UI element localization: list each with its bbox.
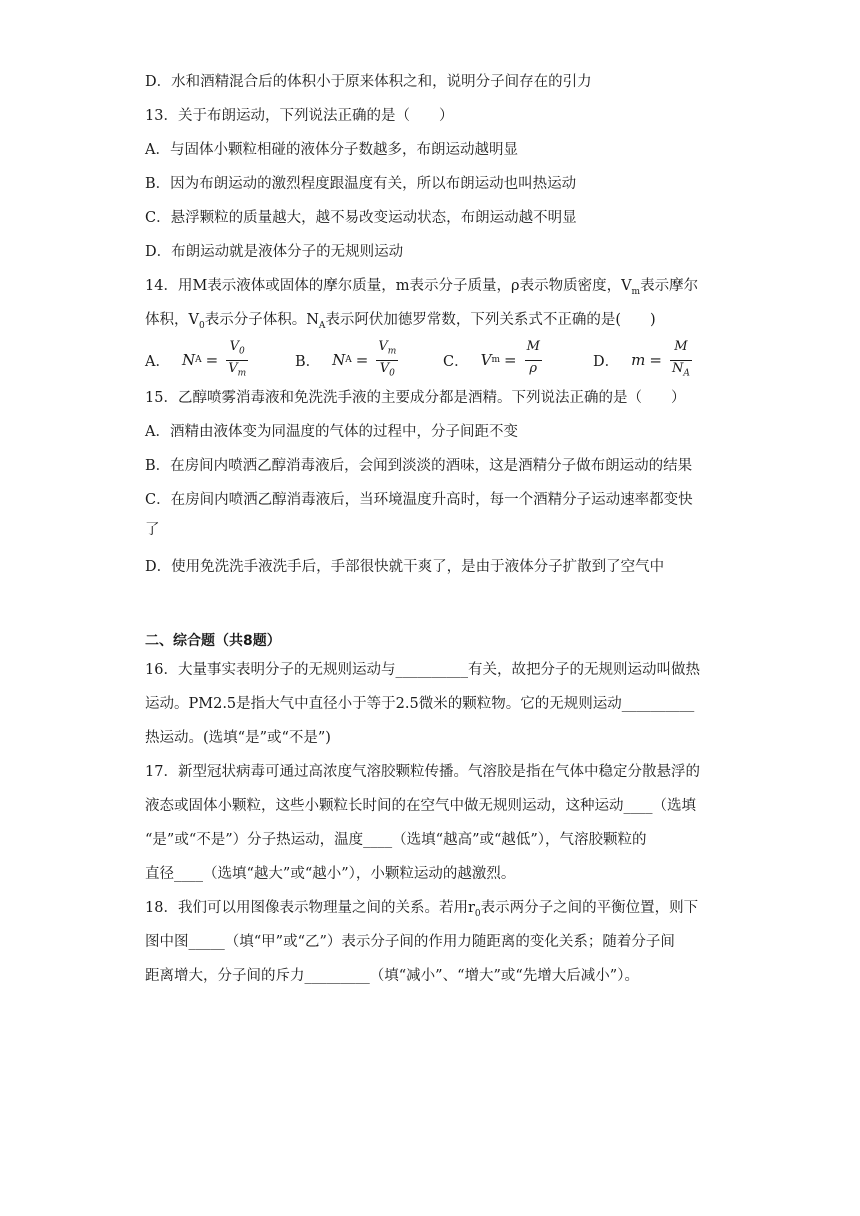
q15-option-d: D．使用免洗洗手液洗手后，手部很快就干爽了，是由于液体分子扩散到了空气中 xyxy=(145,559,665,575)
q17-line2: 液态或固体小颗粒，这些小颗粒长时间的在空气中做无规则运动，这种运动____（选填 xyxy=(145,798,696,814)
q18-line2: 图中图_____（填“甲”或“乙”）表示分子间的作用力随距离的变化关系；随着分子间 xyxy=(145,934,675,950)
q16-line2: 运动。PM2.5是指大气中直径小于等于2.5微米的颗粒物。它的无规则运动__________ xyxy=(145,696,695,712)
q14-stem-line1: 14．用M表示液体或固体的摩尔质量，m表示分子质量，ρ表示物质密度，$V_m$表示摩尔 xyxy=(145,278,699,297)
q13-option-a: A．与固体小颗粒相碰的液体分子数越多，布朗运动越明显 xyxy=(145,142,518,158)
q15-option-c-line1: C．在房间内喷洒乙醇消毒液后，当环境温度升高时，每一个酒精分子运动速率都变快 xyxy=(145,492,693,508)
q14-options xyxy=(145,338,705,382)
q15-option-c-line2: 了 xyxy=(145,522,160,538)
q14-stem-line2: 体积，$V_0$表示分子体积。$N_A$表示阿伏加德罗常数，下列关系式不正确的是( ) xyxy=(145,312,656,331)
q17-line4: 直径____（选填“越大”或“越小”），小颗粒运动的越激烈。 xyxy=(145,866,516,882)
q14-option-d: D． m = $\frac{M}{N_A}$ xyxy=(593,338,692,382)
q17-line3: “是”或“不是”）分子热运动，温度____（选填“越高”或“越低”），气溶胶颗粒的 xyxy=(145,832,647,848)
q15-stem: 15．乙醇喷雾消毒液和免洗洗手液的主要成分都是酒精。下列说法正确的是（ ） xyxy=(145,390,686,406)
q12-option-d: D．水和酒精混合后的体积小于原来体积之和，说明分子间存在的引力 xyxy=(145,74,592,90)
fraction: $\frac{M}{\rho}$ xyxy=(526,338,540,376)
section-heading: 二、综合题（共8题） xyxy=(145,633,281,649)
fraction: $\frac{V_0}{V_m}$ xyxy=(228,338,247,379)
q16-line1: 16．大量事实表明分子的无规则运动与__________有关，故把分子的无规则运动叫做热 xyxy=(145,662,700,678)
q15-option-a: A．酒精由液体变为同温度的气体的过程中，分子间距不变 xyxy=(145,424,518,440)
q13-option-b: B．因为布朗运动的激烈程度跟温度有关，所以布朗运动也叫热运动 xyxy=(145,176,577,192)
q17-line1: 17．新型冠状病毒可通过高浓度气溶胶颗粒传播。气溶胶是指在气体中稳定分散悬浮的 xyxy=(145,764,700,780)
q14-option-b: B． N A = $\frac{V_m}{V_0}$ xyxy=(295,338,398,382)
q13-stem: 13．关于布朗运动，下列说法正确的是（ ） xyxy=(145,108,454,124)
q18-line1: 18．我们可以用图像表示物理量之间的关系。若用$r_0$表示两分子之间的平衡位置，则下 xyxy=(145,900,699,919)
q13-option-d: D．布朗运动就是液体分子的无规则运动 xyxy=(145,244,404,260)
fraction: $\frac{M}{N_A}$ xyxy=(671,338,690,379)
q15-option-b: B．在房间内喷洒乙醇消毒液后，会闻到淡淡的酒味，这是酒精分子做布朗运动的结果 xyxy=(145,458,693,474)
q18-line3: 距离增大，分子间的斥力_________（填“减小”、“增大”或“先增大后减小”）。 xyxy=(145,968,639,984)
fraction: $\frac{V_m}{V_0}$ xyxy=(378,338,397,379)
q16-line3: 热运动。(选填“是”或“不是”) xyxy=(145,730,331,746)
q14-option-c: C． V m = $\frac{M}{\rho}$ xyxy=(443,338,542,382)
q14-option-a: A． N A = $\frac{V_0}{V_m}$ xyxy=(145,338,248,382)
q13-option-c: C．悬浮颗粒的质量越大，越不易改变运动状态，布朗运动越不明显 xyxy=(145,210,577,226)
